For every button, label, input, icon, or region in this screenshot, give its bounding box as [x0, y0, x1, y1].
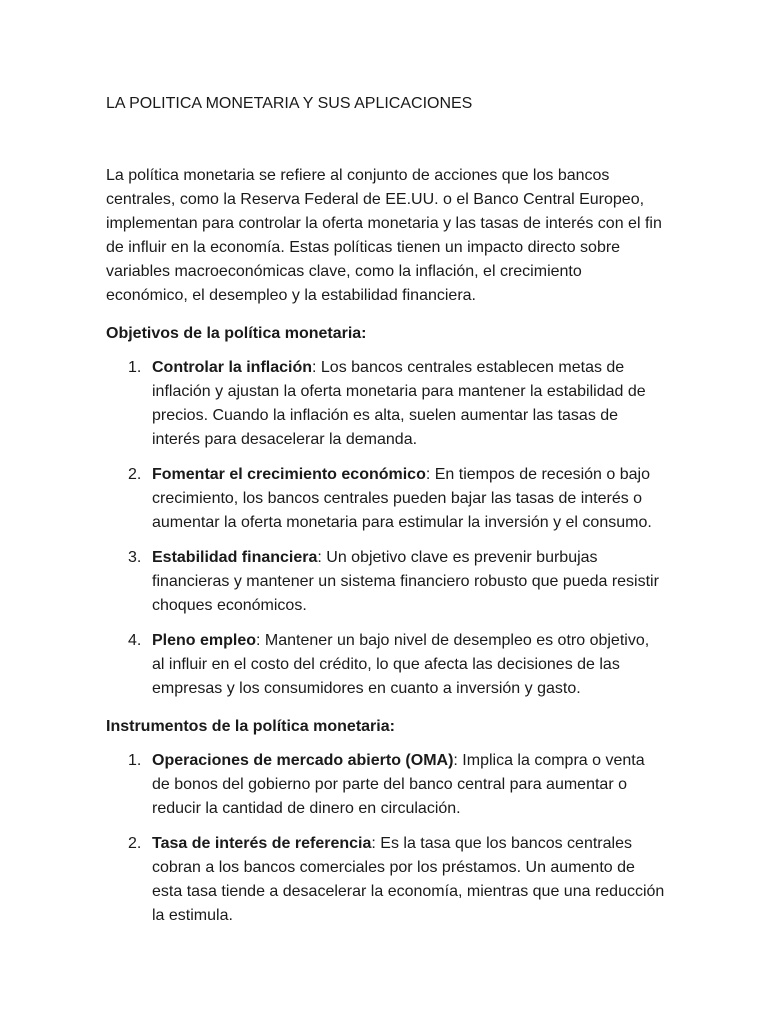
item-number: 2. — [128, 466, 142, 483]
item-number: 3. — [128, 549, 142, 566]
item-text: : Un objetivo clave es prevenir burbujas financieras y mantener un sistema financiero robusto que pueda resistir choques económicos. — [152, 549, 659, 614]
list-item — [106, 463, 666, 535]
list-item — [106, 749, 666, 821]
instruments-list — [106, 749, 666, 928]
item-text: : Implica la compra o venta de bonos del gobierno por parte del banco central para aumentar o reducir la cantidad de dinero en circulación. — [152, 752, 645, 817]
document-page — [106, 92, 666, 939]
item-term: Pleno empleo — [152, 632, 257, 649]
item-number: 4. — [128, 632, 142, 649]
document-title: LA POLITICA MONETARIA Y SUS APLICACIONES — [106, 95, 473, 112]
item-text: : En tiempos de recesión o bajo crecimiento, los bancos centrales pueden bajar las tasas de interés o aumentar la oferta monetaria para estimular la inversión y el consumo. — [152, 466, 652, 531]
item-number: 1. — [128, 752, 142, 769]
item-term: Controlar la inflación — [152, 359, 313, 376]
objectives-list — [106, 356, 666, 701]
objectives-heading: Objetivos de la política monetaria: — [106, 325, 367, 342]
item-term: Tasa de interés de referencia — [152, 835, 372, 852]
intro-paragraph: La política monetaria se refiere al conjunto de acciones que los bancos centrales, como la Reserva Federal de EE.UU. o el Banco Central Europeo, implementan para controlar la oferta monetaria y las tasas de interés con el fin de influir en la economía. Estas políticas tienen un impacto directo sobre variables macroeconómicas clave, como la inflación, el crecimiento económico, el desempleo y la estabilidad financiera. — [106, 167, 662, 304]
list-item — [106, 629, 666, 701]
item-term: Estabilidad financiera — [152, 549, 318, 566]
instruments-heading: Instrumentos de la política monetaria: — [106, 718, 395, 735]
item-text: : Mantener un bajo nivel de desempleo es otro objetivo, al influir en el costo del crédito, lo que afecta las decisiones de las empresas y los consumidores en cuanto a inversión y gasto. — [152, 632, 650, 697]
item-number: 1. — [128, 359, 142, 376]
item-term: Fomentar el crecimiento económico — [152, 466, 426, 483]
item-term: Operaciones de mercado abierto (OMA) — [152, 752, 454, 769]
list-item — [106, 546, 666, 618]
item-number: 2. — [128, 835, 142, 852]
list-item — [106, 832, 666, 928]
item-text: : Es la tasa que los bancos centrales cobran a los bancos comerciales por los préstamos. Un aumento de esta tasa tiende a desacelerar la economía, mientras que una reducción la estimula. — [152, 835, 665, 924]
list-item — [106, 356, 666, 452]
item-text: : Los bancos centrales establecen metas de inflación y ajustan la oferta monetaria para mantener la estabilidad de precios. Cuando la inflación es alta, suelen aumentar las tasas de interés para desacelerar la demanda. — [152, 359, 646, 448]
